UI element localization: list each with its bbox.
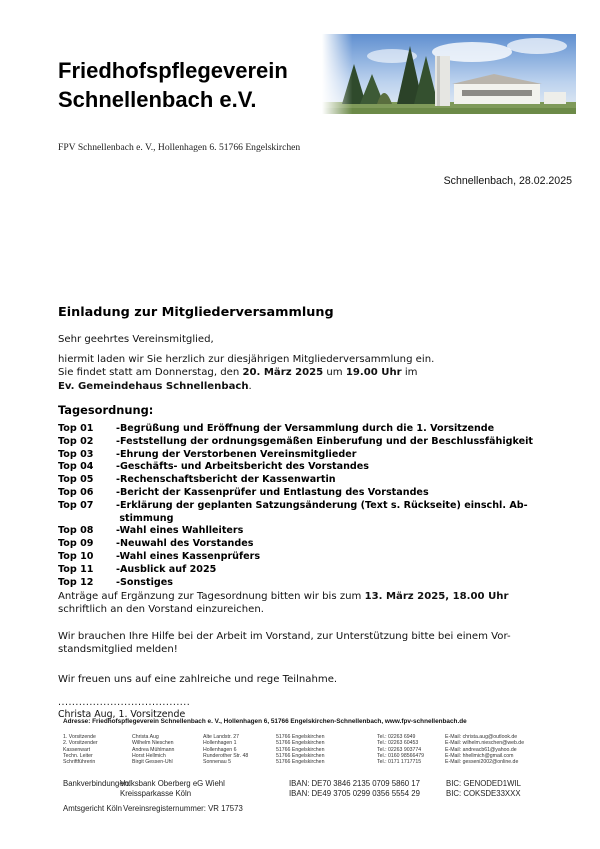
board-name: Andrea Mühlmann [132, 746, 175, 753]
salutation [58, 333, 214, 346]
agenda-item [58, 564, 578, 577]
intro-line2-post: im [401, 367, 418, 379]
sender-address-line: FPV Schnellenbach e. V., Hollenhagen 6. 51766 Engelskirchen [58, 142, 301, 153]
board-role: Techn. Leiter [63, 752, 93, 759]
board-city: 51766 Engelskirchen [276, 746, 325, 753]
board-member-row [63, 759, 535, 765]
signature-dots: ...................................... [58, 697, 191, 708]
agenda-item [58, 538, 578, 551]
board-email: E-Mail: gesseni2002@online.de [445, 759, 519, 766]
organization-name [58, 56, 288, 114]
agenda-item [58, 461, 578, 474]
agenda-item-continuation [58, 513, 578, 526]
agenda-number: Top 01 [58, 423, 94, 434]
agenda-item [58, 423, 578, 436]
bank-row [63, 789, 536, 799]
help-line1: Wir brauchen Ihre Hilfe bei der Arbeit im Vorstand, zur Unterstützung bitte bei einem Vor- [58, 631, 511, 642]
board-city: 51766 Engelskirchen [276, 759, 325, 766]
board-phone: Tel.: 0171 1717715 [377, 759, 422, 766]
intro-line3 [58, 380, 434, 393]
agenda-item [58, 487, 578, 500]
agenda-text: -Wahl eines Wahlleiters [116, 525, 244, 537]
board-name: Horst Hellmich [132, 752, 166, 759]
bank-bic: BIC: COKSDE33XXX [446, 788, 521, 798]
agenda-number: Top 05 [58, 474, 94, 486]
footer-address-line: Adresse: Friedhofspflegeverein Schnellenbach e. V., Hollenhagen 6, 51766 Engelskirchen-Schnellenbach, www.fpv-schnellenbach.de [63, 718, 467, 725]
agenda-number: Top 08 [58, 525, 94, 537]
bank-details [63, 779, 536, 798]
requests-paragraph [58, 590, 508, 617]
intro-line1: hiermit laden wir Sie herzlich zur diesjährigen Mitgliederversammlung ein. [58, 354, 435, 365]
board-email: E-Mail: andreacb61@yahoo.de [445, 746, 517, 753]
board-role: 2. Vorsitzender [63, 740, 98, 747]
agenda-text: -Sonstiges [116, 576, 173, 588]
board-street: Runderother Str. 48 [203, 752, 249, 759]
agenda-text: -Ehrung der Verstorbenen Vereinsmitglieder [116, 448, 357, 460]
agenda-text: -Wahl eines Kassenprüfers [116, 550, 261, 562]
board-email: E-Mail: hhellmich@gmail.com [445, 752, 514, 759]
bank-name: Kreissparkasse Köln [120, 788, 192, 798]
requests-line1 [58, 590, 508, 603]
agenda-number: Top 12 [58, 576, 94, 588]
agenda-item [58, 500, 578, 513]
board-email: E-Mail: christa.aug@outlook.de [445, 734, 518, 740]
register-number: Vereinsregisternummer: VR 17573 [123, 804, 243, 813]
board-email: E-Mail: wilhelm.nieschen@web.de [445, 740, 525, 747]
agenda-list [58, 423, 578, 589]
requests-line2: schriftlich an den Vorstand einzureichen. [58, 604, 264, 616]
header-photo [322, 34, 576, 114]
intro-line2-mid: um [323, 367, 346, 379]
bank-bic: BIC: GENODED1WIL [446, 779, 521, 788]
organization-name-line2: Schnellenbach e.V. [58, 87, 257, 112]
agenda-item [58, 449, 578, 462]
agenda-text: -Neuwahl des Vorstandes [116, 538, 254, 550]
board-name: Wilhelm Nieschen [132, 740, 174, 747]
agenda-number: Top 10 [58, 550, 94, 562]
board-role: 1. Vorsitzende [63, 734, 96, 740]
letter-date: Schnellenbach, 28.02.2025 [443, 175, 572, 187]
bank-row [63, 779, 536, 789]
requests-pre: Anträge auf Ergänzung zur Tagesordnung bitten wir bis zum [58, 591, 365, 602]
bank-iban: IBAN: DE49 3705 0299 0356 5554 29 [289, 788, 420, 798]
intro-paragraph [58, 353, 434, 393]
agenda-text: -Feststellung der ordnungsgemäßen Einberufung und der Beschlussfähigkeit [116, 435, 534, 447]
board-street: Hollenhagen 1 [203, 740, 237, 747]
court-register [63, 804, 243, 813]
bank-label: Bankverbindungen: [63, 779, 131, 788]
agenda-number: Top 06 [58, 486, 94, 498]
agenda-item [58, 474, 578, 487]
agenda-number: Top 11 [58, 563, 94, 575]
agenda-text: -Rechenschaftsbericht der Kassenwartin [116, 474, 336, 486]
agenda-item [58, 436, 578, 449]
bank-name: Volksbank Oberberg eG Wiehl [120, 779, 225, 788]
agenda-item [58, 577, 578, 590]
board-street: Alte Landstr. 27 [203, 734, 240, 740]
closing-text: Wir freuen uns auf eine zahlreiche und rege Teilnahme. [58, 674, 338, 685]
intro-line2-pre: Sie findet statt am Donnerstag, den [58, 367, 243, 379]
agenda-text: -Bericht der Kassenprüfer und Entlastung des Vorstandes [116, 486, 429, 498]
board-phone: Tel.: 0160 98566479 [377, 752, 425, 759]
agenda-heading: Tagesordnung: [58, 403, 154, 417]
board-phone: Tel.: 02263 6949 [377, 734, 416, 740]
meeting-venue: Ev. Gemeindehaus Schnellenbach [58, 380, 249, 392]
church-landscape-image [322, 34, 576, 114]
organization-name-line1: Friedhofspflegeverein [58, 58, 288, 83]
board-phone: Tel.: 02263 903774 [377, 746, 422, 753]
board-role: Kassenwart [63, 746, 91, 753]
board-members-table [63, 734, 535, 765]
agenda-text: -Erklärung der geplanten Satzungsänderung (Text s. Rückseite) einschl. Ab- [116, 499, 528, 511]
board-city: 51766 Engelskirchen [276, 734, 325, 740]
agenda-text: -Geschäfts- und Arbeitsbericht des Vorstandes [116, 461, 370, 473]
intro-venue-post: . [248, 380, 252, 392]
agenda-number: Top 04 [58, 461, 94, 473]
agenda-number: Top 07 [58, 499, 94, 511]
closing-paragraph [58, 673, 337, 686]
agenda-number: Top 09 [58, 538, 94, 550]
agenda-item [58, 525, 578, 538]
help-paragraph [58, 630, 511, 657]
help-line2: standsmitglied melden! [58, 644, 178, 656]
intro-line2 [58, 366, 434, 379]
board-street: Hollenhagen 6 [203, 746, 237, 753]
bank-iban: IBAN: DE70 3846 2135 0709 5860 17 [289, 779, 420, 788]
agenda-number: Top 03 [58, 448, 94, 460]
agenda-text: stimmung [116, 512, 174, 524]
board-phone: Tel.: 02263 60453 [377, 740, 419, 747]
board-city: 51766 Engelskirchen [276, 740, 325, 747]
salutation-text: Sehr geehrtes Vereinsmitglied, [58, 334, 214, 345]
requests-deadline: 13. März 2025, 18.00 Uhr [364, 591, 509, 602]
agenda-item [58, 551, 578, 564]
meeting-date: 20. März 2025 [242, 367, 324, 379]
board-name: Christa Aug [132, 734, 159, 740]
board-name: Birgit Gessen-Uhl [132, 759, 173, 766]
board-city: 51766 Engelskirchen [276, 752, 325, 759]
register-court: Amtsgericht Köln [63, 804, 122, 813]
agenda-text: -Ausblick auf 2025 [116, 563, 217, 575]
board-role: Schriftführerin [63, 759, 96, 766]
letter-title: Einladung zur Mitgliederversammlung [58, 305, 334, 320]
agenda-text: -Begrüßung und Eröffnung der Versammlung durch die 1. Vorsitzende [116, 423, 495, 434]
meeting-time: 19.00 Uhr [345, 367, 402, 379]
signature-name: Christa Aug, 1. Vorsitzende [58, 709, 186, 720]
agenda-number: Top 02 [58, 435, 94, 447]
board-street: Sonnenau 5 [203, 759, 231, 766]
